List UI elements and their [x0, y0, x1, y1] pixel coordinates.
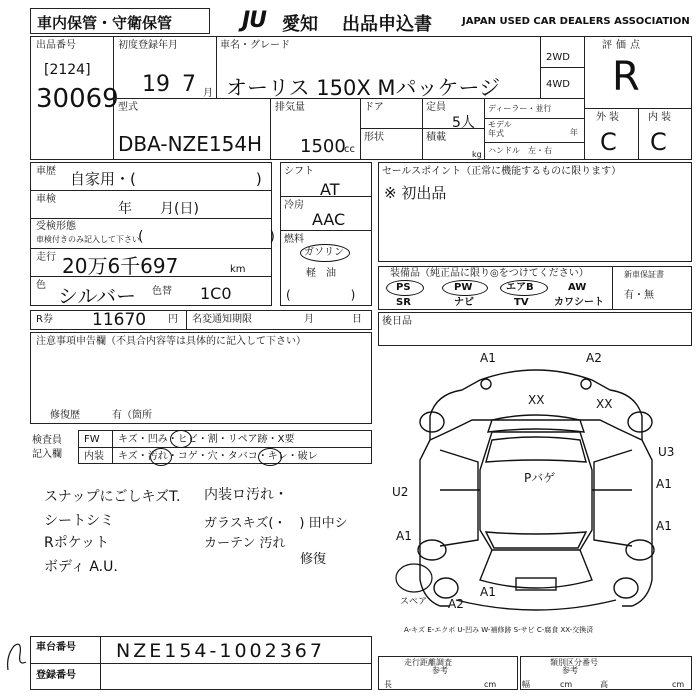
damage-mark-a1-left: A1 — [396, 529, 412, 543]
dim-length-unit: cm — [484, 680, 497, 689]
model-year-label: モデル 年式 — [488, 120, 512, 138]
form-note: 車検付きのみ記入して下さい — [36, 235, 140, 244]
fuel-gas: ガソリン — [304, 247, 344, 258]
equip-seat: カワシート — [554, 297, 604, 308]
registration-year: 19 — [142, 72, 170, 97]
inspector-row1: キズ・凹み・ヒビ・割・リペア跡・X要 — [118, 434, 295, 445]
model-value: DBA-NZE154H — [118, 132, 263, 156]
model-label: 型式 — [118, 102, 138, 113]
damage-mark-xx-1: XX — [528, 393, 545, 407]
mileage-unit: km — [230, 264, 246, 275]
load-label: 積載 — [426, 132, 446, 143]
shape-label: 形状 — [364, 132, 384, 143]
new-car-value: 有・無 — [624, 290, 654, 301]
footer-box1-label: 走行距離調査 — [404, 658, 452, 667]
damage-mark-a1-right-2: A1 — [656, 519, 672, 533]
equip-ps: PS — [396, 282, 411, 293]
inspector-label: 検査員 記入欄 — [32, 435, 62, 460]
form-paren: ( ) — [138, 229, 275, 245]
damage-mark-a1-rear: A1 — [480, 585, 496, 599]
footer-box1-sub: 参考 — [432, 666, 448, 675]
recycle-label: R券 — [36, 314, 53, 325]
dim-height-unit: cm — [672, 680, 685, 689]
load-unit: kg — [472, 150, 482, 159]
interior-label: 内装 — [648, 112, 674, 123]
fuel-paren: ( ) — [286, 288, 356, 302]
org-name-en: JAPAN USED CAR DEALERS ASSOCIATION — [462, 16, 690, 27]
equipment-label: 装備品（純正品に限り◎をつけてください） — [390, 268, 589, 279]
org-name-jp: 愛知 — [282, 14, 318, 35]
name-change-month: 月 — [304, 314, 314, 325]
dealer-label: ディーラー・並行 — [488, 104, 552, 113]
rear-goods-box — [378, 312, 692, 346]
equip-tv: TV — [514, 297, 529, 308]
plate-label: 登録番号 — [36, 670, 76, 681]
damage-mark-xx-2: XX — [596, 397, 613, 411]
equip-sr: SR — [396, 297, 411, 308]
grade-label: 評価点 — [602, 40, 644, 51]
inspector-row1-head: FW — [84, 434, 100, 445]
color-change-label: 色替 — [152, 286, 172, 297]
ju-logo: JU — [242, 8, 267, 33]
color-label: 色 — [36, 280, 46, 291]
damage-mark-a1-right: A1 — [656, 477, 672, 491]
inspection-label: 車検 — [36, 194, 56, 205]
recycle-value: 11670 — [92, 310, 147, 330]
chassis-label: 車台番号 — [36, 642, 76, 653]
drive-4wd: 4WD — [546, 79, 570, 90]
inspection-value: 年 月(日) — [118, 201, 199, 217]
registration-month: 7 — [182, 72, 196, 97]
lot-label: 出品番号 — [36, 40, 76, 51]
color-code: 1C0 — [200, 284, 232, 303]
damage-mark-a2-top: A2 — [586, 351, 602, 365]
inspector-note-right-3: カーテン 汚れ — [204, 536, 286, 551]
inspector-note-left-4: ボディ A.U. — [44, 559, 118, 575]
damage-mark-roof: Pバゲ — [524, 471, 556, 485]
selling-value: ※ 初出品 — [384, 184, 447, 202]
displacement-label: 排気量 — [275, 102, 305, 113]
inspector-note-right-4: 修復 — [300, 552, 327, 567]
dim-height-label: 高 — [600, 680, 608, 689]
equip-aw: AW — [568, 282, 587, 293]
interior-value: C — [650, 128, 667, 156]
equip-navi: ナビ — [454, 297, 474, 308]
exterior-value: C — [600, 128, 617, 156]
spare-label: スペア — [400, 597, 428, 607]
dim-width-label: 幅 — [522, 680, 530, 689]
footer-box2-label: 類別区分番号 — [550, 658, 598, 667]
selling-label: セールスポイント（正常に機能するものに限ります） — [382, 166, 622, 177]
color-value: シルバー — [58, 284, 137, 308]
damage-mark-u2: U2 — [392, 485, 409, 499]
handle-label: ハンドル 左・右 — [488, 146, 552, 155]
inspector-note-right-2: ガラスキズ(・ ) 田中シ — [204, 516, 348, 531]
inspector-row2: キズ・汚れ・コゲ・穴・タバコ・キレ・破レ — [118, 451, 318, 462]
displacement-unit: cc — [344, 144, 355, 155]
door-label: ドア — [364, 102, 384, 113]
equip-airbag: エアB — [506, 282, 534, 293]
footer-box2-sub: 参考 — [562, 666, 578, 675]
inspector-note-right-1: 内装ロ汚れ・ — [204, 487, 288, 503]
car-damage-diagram — [380, 350, 692, 620]
recycle-unit: 円 — [168, 314, 178, 325]
ac-value: AAC — [312, 210, 346, 229]
displacement-value: 1500 — [300, 136, 346, 157]
storage-label-box — [30, 8, 210, 34]
lot-number: 30069 — [36, 84, 119, 114]
storage-label: 車内保管・守衛保管 — [37, 14, 173, 32]
damage-mark-u3: U3 — [658, 445, 675, 459]
inspector-row2-head: 内装 — [84, 451, 104, 462]
new-car-label: 新車保証書 — [624, 270, 664, 279]
shift-value: AT — [320, 180, 340, 199]
dim-width-unit: cm — [560, 680, 573, 689]
mileage-value: 20万6千697 — [62, 254, 179, 278]
history-label: 車歴 — [36, 166, 56, 177]
form-label: 受検形態 — [36, 221, 76, 232]
registration-month-unit: 月 — [203, 88, 213, 99]
equip-pw: PW — [454, 282, 473, 293]
capacity-value: 5人 — [452, 115, 475, 131]
fuel-diesel: 軽 油 — [306, 268, 336, 279]
margin-doodle — [4, 636, 30, 676]
ac-label: 冷房 — [284, 200, 304, 211]
grade-value: R — [612, 54, 640, 100]
lot-sub-number: [2124] — [44, 62, 91, 78]
selling-section — [378, 162, 692, 262]
inspector-note-left-1: スナップにごしキズT. — [44, 489, 181, 505]
chassis-value: NZE154-1002367 — [116, 640, 325, 662]
vehicle-name-value: オーリス 150X Mパッケージ — [226, 76, 501, 100]
inspector-note-left-3: Rポケット — [44, 535, 110, 551]
damage-legend: A-キズ E-エクボ U-凹み W-補修跡 S-サビ C-腐食 XX-交換済 — [404, 626, 594, 634]
name-change-day: 日 — [352, 314, 362, 325]
damage-mark-a2-rear: A2 — [448, 597, 464, 611]
exterior-label: 外装 — [596, 112, 622, 123]
capacity-label: 定員 — [426, 102, 446, 113]
repair-value: 有（箇所 — [112, 410, 152, 421]
notes-label: 注意事項申告欄（不具合内容等は具体的に記入して下さい） — [36, 336, 306, 347]
history-value: 自家用・( ) — [70, 170, 262, 188]
model-year-unit: 年 — [570, 128, 578, 137]
inspector-note-left-2: シートシミ — [44, 513, 114, 529]
rear-goods-label: 後日品 — [382, 316, 412, 327]
registration-label: 初度登録年月 — [118, 40, 178, 51]
drive-2wd: 2WD — [546, 52, 570, 63]
fuel-label: 燃料 — [284, 234, 304, 245]
shift-label: シフト — [284, 166, 314, 177]
repair-label: 修復歴 — [50, 410, 80, 421]
damage-mark-a1-top: A1 — [480, 351, 496, 365]
mileage-label: 走行 — [36, 252, 56, 263]
dim-length-label: 長 — [384, 680, 392, 689]
name-change-label: 名変通知期限 — [192, 314, 252, 325]
form-title: 出品申込書 — [342, 14, 432, 35]
vehicle-name-label: 車名・グレード — [220, 40, 290, 51]
